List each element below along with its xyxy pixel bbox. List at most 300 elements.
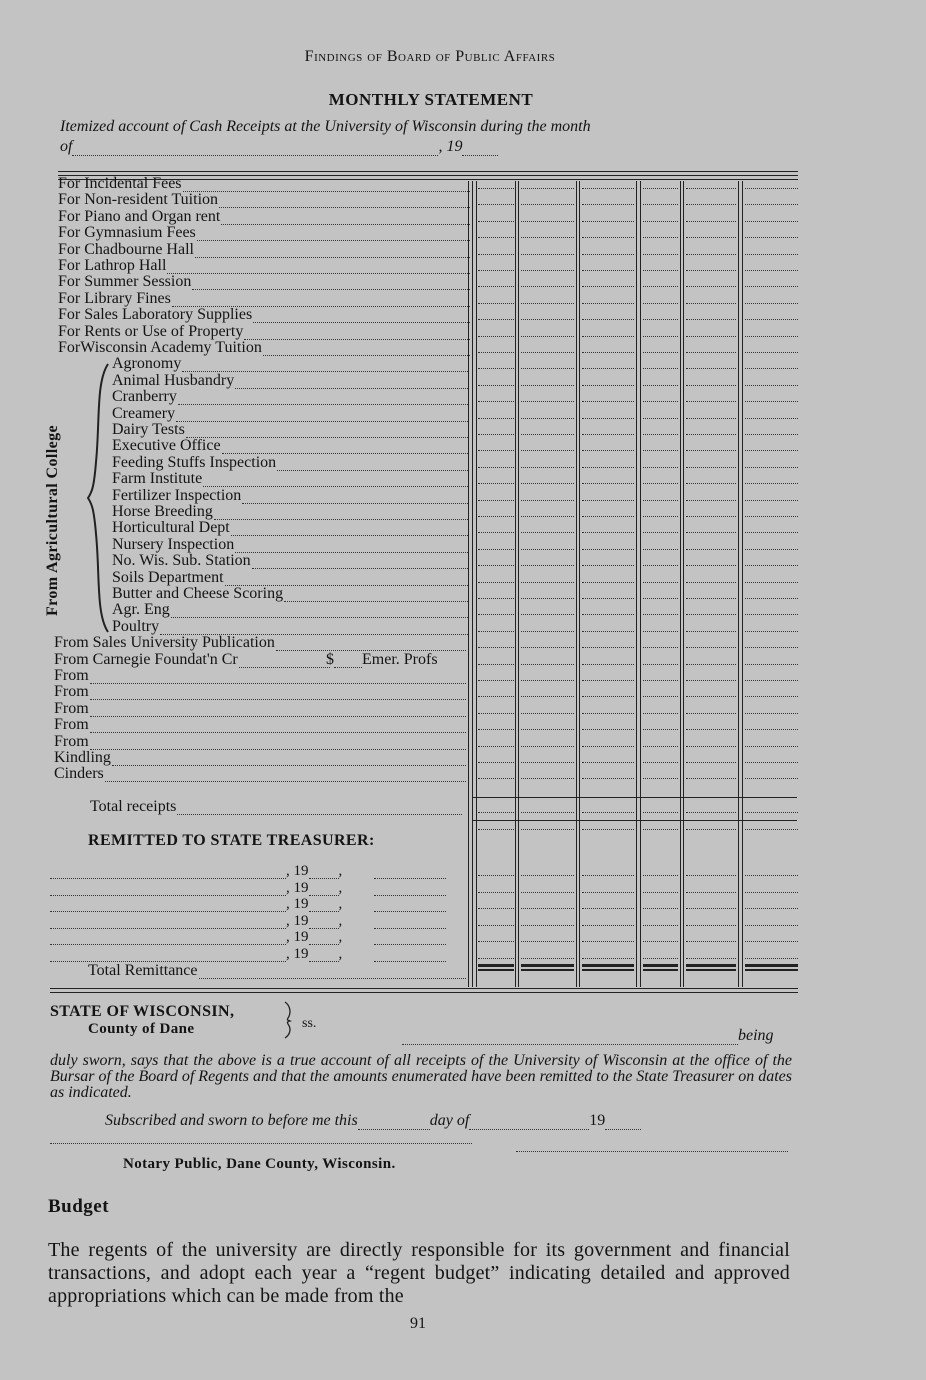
amount-cell bbox=[643, 270, 678, 271]
statement-title: MONTHLY STATEMENT bbox=[328, 90, 534, 109]
top-rule-1 bbox=[58, 171, 798, 172]
bottom-rule-2 bbox=[50, 992, 798, 993]
amount-cell bbox=[521, 631, 574, 632]
amount-cell bbox=[521, 319, 574, 320]
leader-dots bbox=[239, 656, 330, 668]
amount-cell bbox=[686, 401, 736, 402]
leader-dots bbox=[90, 688, 466, 700]
leader-dots bbox=[235, 377, 468, 389]
total-remittance-row bbox=[88, 963, 466, 979]
amount-cell bbox=[521, 532, 574, 533]
amount-cell bbox=[521, 450, 574, 451]
amount-cell bbox=[686, 532, 736, 533]
amount-cell bbox=[686, 614, 736, 615]
leader-dots bbox=[90, 672, 466, 684]
leader-dots bbox=[252, 557, 468, 569]
amount-cell bbox=[521, 565, 574, 566]
amount-cell bbox=[643, 385, 678, 386]
total-receipts-row bbox=[90, 799, 462, 815]
receipt-label: Kindling bbox=[54, 749, 111, 766]
amount-cell bbox=[643, 614, 678, 615]
amount-cell bbox=[643, 941, 678, 942]
amount-cell bbox=[478, 532, 514, 533]
amount-cell bbox=[745, 352, 798, 353]
amount-cell bbox=[478, 286, 514, 287]
amount-cell bbox=[478, 778, 514, 779]
amount-cell bbox=[582, 762, 634, 763]
leader-dots bbox=[90, 738, 466, 750]
amount-cell bbox=[478, 319, 514, 320]
amount-cell bbox=[521, 286, 574, 287]
amount-cell bbox=[521, 352, 574, 353]
amount-cell bbox=[686, 352, 736, 353]
amount-cell bbox=[478, 892, 514, 893]
receipt-label: For Summer Session bbox=[58, 273, 192, 291]
leader-dots bbox=[90, 721, 466, 733]
amount-cell bbox=[521, 500, 574, 501]
total-remittance-bar bbox=[521, 964, 574, 967]
receipt-label: For Incidental Fees bbox=[58, 175, 182, 192]
leader-dots bbox=[242, 492, 468, 504]
amount-cell bbox=[745, 729, 798, 730]
receipt-row bbox=[58, 192, 470, 208]
receipt-label: From bbox=[54, 732, 89, 750]
receipt-row bbox=[54, 717, 466, 733]
remit-comma: , bbox=[338, 929, 343, 946]
amount-cell bbox=[686, 516, 736, 517]
amount-cell bbox=[643, 729, 678, 730]
receipt-label: For Library Fines bbox=[58, 289, 171, 307]
receipt-label: ForWisconsin Academy Tuition bbox=[58, 339, 262, 356]
total-remittance-bar bbox=[582, 969, 634, 971]
amount-cell bbox=[745, 286, 798, 287]
remittance-row bbox=[50, 896, 446, 912]
amount-cell bbox=[582, 188, 634, 189]
remit-comma: , bbox=[338, 879, 343, 896]
amount-cell bbox=[521, 270, 574, 271]
leader-dots bbox=[112, 754, 466, 766]
remit-amount-blank bbox=[374, 935, 446, 945]
receipt-row bbox=[112, 438, 468, 454]
amount-cell bbox=[643, 696, 678, 697]
receipt-row bbox=[58, 340, 470, 356]
amount-cell bbox=[478, 647, 514, 648]
intro-year: , 19 bbox=[438, 138, 463, 155]
county-label: County of Dane bbox=[88, 1021, 195, 1037]
bottom-rule-1 bbox=[50, 988, 798, 989]
amount-cell bbox=[478, 875, 514, 876]
day-of-label: day of bbox=[429, 1112, 470, 1129]
amount-cell bbox=[582, 631, 634, 632]
amount-cell bbox=[745, 516, 798, 517]
amount-cell bbox=[686, 188, 736, 189]
intro-line: Itemized account of Cash Receipts at the University of Wisconsin during the month bbox=[60, 118, 591, 135]
amount-cell bbox=[521, 582, 574, 583]
amount-cell bbox=[582, 286, 634, 287]
amount-cell bbox=[643, 532, 678, 533]
amount-cell bbox=[582, 434, 634, 435]
amount-cell bbox=[478, 336, 514, 337]
receipt-row bbox=[58, 307, 470, 323]
receipt-label: For Chadbourne Hall bbox=[58, 240, 194, 258]
remit-year: , 19 bbox=[286, 929, 309, 946]
being-label: being bbox=[738, 1027, 774, 1044]
receipt-label: Executive Office bbox=[112, 437, 221, 455]
amount-cell bbox=[686, 892, 736, 893]
leader-dots bbox=[186, 426, 468, 438]
leader-dots bbox=[235, 541, 468, 553]
remit-year-blank bbox=[309, 952, 339, 962]
column-divider bbox=[742, 181, 743, 987]
leader-dots bbox=[276, 639, 466, 651]
receipt-label: Poultry bbox=[112, 617, 160, 635]
amount-cell bbox=[521, 254, 574, 255]
amount-cell bbox=[521, 237, 574, 238]
amount-cell bbox=[582, 812, 634, 813]
receipt-label: For Lathrop Hall bbox=[58, 257, 167, 274]
amount-cell bbox=[643, 598, 678, 599]
remittance-row bbox=[50, 913, 446, 929]
amount-cell bbox=[478, 941, 514, 942]
receipt-row bbox=[112, 422, 468, 438]
month-blank bbox=[469, 1120, 589, 1130]
receipt-row bbox=[54, 652, 330, 668]
total-remittance-bar bbox=[582, 964, 634, 967]
amount-cell bbox=[686, 565, 736, 566]
amount-cell bbox=[521, 664, 574, 665]
amount-cell bbox=[582, 941, 634, 942]
amount-cell bbox=[478, 729, 514, 730]
amount-cell bbox=[686, 875, 736, 876]
ss-label: ss. bbox=[302, 1016, 317, 1031]
amount-cell bbox=[686, 647, 736, 648]
amount-cell bbox=[478, 908, 514, 909]
amount-cell bbox=[521, 418, 574, 419]
leader-dots bbox=[176, 410, 468, 422]
remit-date-blank bbox=[50, 902, 286, 912]
amount-cell bbox=[521, 336, 574, 337]
amount-cell bbox=[643, 254, 678, 255]
amount-cell bbox=[582, 385, 634, 386]
ag-college-label: From Agricultural College bbox=[44, 425, 61, 616]
amount-cell bbox=[478, 418, 514, 419]
receipt-label: Feeding Stuffs Inspection bbox=[112, 453, 277, 471]
amount-cell bbox=[686, 270, 736, 271]
month-blank bbox=[72, 144, 438, 156]
amount-cell bbox=[582, 418, 634, 419]
amount-cell bbox=[582, 352, 634, 353]
amount-cell bbox=[686, 746, 736, 747]
running-head: Findings of Board of Public Affairs bbox=[304, 48, 556, 65]
receipt-label: From Carnegie Foundat'n Cr bbox=[54, 650, 238, 668]
receipt-label: Horse Breeding bbox=[112, 503, 213, 520]
amount-cell bbox=[478, 434, 514, 435]
amount-cell bbox=[686, 925, 736, 926]
amount-cell bbox=[478, 631, 514, 632]
amount-cell bbox=[521, 303, 574, 304]
amount-cell bbox=[582, 614, 634, 615]
leader-dots bbox=[195, 246, 470, 258]
amount-cell bbox=[521, 188, 574, 189]
receipt-row bbox=[54, 701, 466, 717]
remittance-row bbox=[50, 929, 446, 945]
amount-cell bbox=[478, 565, 514, 566]
receipt-row bbox=[112, 537, 468, 553]
amount-cell bbox=[745, 204, 798, 205]
amount-cell bbox=[686, 418, 736, 419]
amount-cell bbox=[521, 647, 574, 648]
amount-cell bbox=[643, 221, 678, 222]
receipt-label: Creamery bbox=[112, 404, 176, 422]
amount-cell bbox=[745, 221, 798, 222]
amount-cell bbox=[582, 254, 634, 255]
amount-cell bbox=[478, 385, 514, 386]
leader-dots bbox=[277, 459, 468, 471]
leader-dots bbox=[167, 262, 470, 274]
amount-cell bbox=[643, 746, 678, 747]
amount-cell bbox=[643, 875, 678, 876]
amount-cell bbox=[643, 549, 678, 550]
amount-cell bbox=[686, 778, 736, 779]
amount-cell bbox=[745, 614, 798, 615]
amount-cell bbox=[582, 598, 634, 599]
amount-cell bbox=[745, 778, 798, 779]
remit-amount-blank bbox=[374, 869, 446, 879]
column-divider bbox=[515, 181, 516, 987]
amount-cell bbox=[745, 401, 798, 402]
amount-cell bbox=[686, 549, 736, 550]
receipt-row bbox=[112, 373, 468, 389]
receipt-label: From bbox=[54, 667, 89, 684]
amount-cell bbox=[643, 204, 678, 205]
receipt-label: From bbox=[54, 683, 89, 701]
receipt-label: For Rents or Use of Property bbox=[58, 322, 244, 340]
amount-cell bbox=[478, 467, 514, 468]
amount-cell bbox=[582, 500, 634, 501]
receipt-row bbox=[112, 602, 468, 618]
remit-year-blank bbox=[309, 869, 339, 879]
amount-cell bbox=[582, 450, 634, 451]
amount-cell bbox=[521, 598, 574, 599]
amount-cell bbox=[745, 237, 798, 238]
remit-comma: , bbox=[338, 912, 343, 929]
amount-cell bbox=[745, 746, 798, 747]
amount-cell bbox=[643, 631, 678, 632]
receipt-row bbox=[58, 274, 470, 290]
amount-cell bbox=[686, 237, 736, 238]
amount-cell bbox=[478, 450, 514, 451]
amount-cell bbox=[745, 664, 798, 665]
year-blank bbox=[605, 1120, 641, 1130]
receipt-label: Animal Husbandry bbox=[112, 371, 235, 389]
leader-dots bbox=[219, 196, 470, 208]
amount-cell bbox=[643, 483, 678, 484]
leader-dots bbox=[183, 180, 470, 192]
amount-cell bbox=[686, 598, 736, 599]
amount-cell bbox=[745, 713, 798, 714]
leader-dots bbox=[284, 590, 468, 602]
amount-cell bbox=[745, 500, 798, 501]
amount-cell bbox=[745, 631, 798, 632]
amount-cell bbox=[745, 270, 798, 271]
leader-dots bbox=[172, 295, 470, 307]
subscribed-line bbox=[105, 1112, 641, 1130]
remittance-row bbox=[50, 863, 446, 879]
amount-cell bbox=[478, 270, 514, 271]
amount-cell bbox=[582, 746, 634, 747]
amount-cell bbox=[478, 303, 514, 304]
amount-cell bbox=[478, 696, 514, 697]
leader-dots bbox=[225, 574, 468, 586]
amount-cell bbox=[582, 516, 634, 517]
sworn-year: 19 bbox=[589, 1112, 606, 1129]
amount-cell bbox=[582, 647, 634, 648]
amount-cell bbox=[643, 762, 678, 763]
amount-cell bbox=[686, 254, 736, 255]
amount-cell bbox=[478, 352, 514, 353]
amount-cell bbox=[643, 336, 678, 337]
receipt-label: Cinders bbox=[54, 765, 104, 783]
amount-cell bbox=[478, 812, 514, 813]
remit-date-blank bbox=[50, 919, 286, 929]
amount-cell bbox=[745, 368, 798, 369]
remittance-row bbox=[50, 946, 446, 962]
receipt-row bbox=[58, 242, 470, 258]
receipt-row bbox=[112, 504, 468, 520]
amount-cell bbox=[686, 204, 736, 205]
amount-cell bbox=[745, 958, 798, 959]
remit-date-blank bbox=[50, 952, 286, 962]
leader-dots bbox=[244, 328, 470, 340]
receipt-label: For Non-resident Tuition bbox=[58, 191, 219, 209]
leader-dots bbox=[334, 656, 362, 668]
amount-cell bbox=[582, 401, 634, 402]
amount-cell bbox=[686, 762, 736, 763]
leader-dots bbox=[171, 606, 468, 618]
remit-date-blank bbox=[50, 935, 286, 945]
remit-year: , 19 bbox=[286, 879, 309, 896]
amount-cell bbox=[521, 368, 574, 369]
amount-cell bbox=[643, 450, 678, 451]
receipt-row bbox=[54, 668, 466, 684]
remit-year-blank bbox=[309, 919, 339, 929]
amount-cell bbox=[521, 762, 574, 763]
amount-cell bbox=[582, 713, 634, 714]
amount-cell bbox=[745, 908, 798, 909]
receipt-row bbox=[54, 635, 466, 651]
leader-dots bbox=[253, 311, 470, 323]
amount-cell bbox=[643, 908, 678, 909]
amount-cell bbox=[521, 221, 574, 222]
amount-cell bbox=[478, 483, 514, 484]
amount-cell bbox=[582, 664, 634, 665]
remit-year: , 19 bbox=[286, 896, 309, 913]
page-number: 91 bbox=[410, 1315, 426, 1332]
amount-cell bbox=[643, 680, 678, 681]
amount-cell bbox=[521, 483, 574, 484]
amount-cell bbox=[521, 746, 574, 747]
total-rule bbox=[472, 820, 797, 821]
column-divider bbox=[518, 181, 519, 987]
amount-cell bbox=[686, 336, 736, 337]
state-label: STATE OF WISCONSIN, bbox=[50, 1003, 235, 1020]
amount-cell bbox=[478, 237, 514, 238]
notary-label: Notary Public, Dane County, Wisconsin. bbox=[123, 1156, 396, 1172]
remit-amount-blank bbox=[374, 886, 446, 896]
amount-cell bbox=[521, 614, 574, 615]
amount-cell bbox=[686, 941, 736, 942]
amount-cell bbox=[521, 713, 574, 714]
remit-year: , 19 bbox=[286, 946, 309, 962]
remitted-heading: REMITTED TO STATE TREASURER: bbox=[88, 832, 375, 849]
leader-dots bbox=[263, 344, 470, 356]
leader-dots bbox=[214, 508, 468, 520]
receipt-label: Farm Institute bbox=[112, 470, 203, 488]
intro-of: of bbox=[60, 138, 73, 155]
leader-dots bbox=[197, 229, 470, 241]
amount-cell bbox=[582, 549, 634, 550]
amount-cell bbox=[478, 500, 514, 501]
total-remittance-label: Total Remittance bbox=[88, 962, 198, 979]
leader-dots bbox=[231, 524, 468, 536]
column-divider bbox=[476, 181, 477, 987]
amount-cell bbox=[686, 303, 736, 304]
receipt-row bbox=[54, 734, 466, 750]
amount-cell bbox=[686, 908, 736, 909]
intro-month-line bbox=[60, 138, 802, 156]
amount-cell bbox=[686, 467, 736, 468]
receipt-row bbox=[58, 258, 470, 274]
amount-cell bbox=[745, 680, 798, 681]
amount-cell bbox=[478, 598, 514, 599]
amount-cell bbox=[643, 368, 678, 369]
amount-cell bbox=[643, 352, 678, 353]
amount-cell bbox=[686, 385, 736, 386]
amount-cell bbox=[521, 680, 574, 681]
amount-cell bbox=[745, 875, 798, 876]
column-divider bbox=[738, 181, 739, 987]
amount-cell bbox=[582, 680, 634, 681]
column-divider bbox=[680, 181, 681, 987]
total-remittance-bar bbox=[643, 969, 678, 971]
amount-cell bbox=[478, 664, 514, 665]
amount-cell bbox=[478, 614, 514, 615]
amount-cell bbox=[686, 958, 736, 959]
amount-cell bbox=[478, 713, 514, 714]
total-remittance-bar bbox=[745, 969, 798, 971]
amount-cell bbox=[686, 582, 736, 583]
amount-cell bbox=[478, 549, 514, 550]
budget-heading: Budget bbox=[48, 1196, 110, 1217]
leader-dots bbox=[178, 393, 468, 405]
amount-cell bbox=[686, 680, 736, 681]
amount-cell bbox=[686, 500, 736, 501]
dollar-sign: $ bbox=[326, 650, 334, 668]
amount-cell bbox=[643, 829, 678, 830]
receipt-label: For Piano and Organ rent bbox=[58, 207, 221, 225]
amount-cell bbox=[686, 221, 736, 222]
receipt-label: From bbox=[54, 699, 89, 717]
amount-cell bbox=[643, 565, 678, 566]
amount-cell bbox=[643, 713, 678, 714]
remit-amount-blank bbox=[374, 952, 446, 962]
amount-cell bbox=[686, 812, 736, 813]
amount-cell bbox=[478, 829, 514, 830]
amount-cell bbox=[582, 829, 634, 830]
amount-cell bbox=[745, 892, 798, 893]
receipt-label: For Gymnasium Fees bbox=[58, 224, 196, 242]
amount-cell bbox=[643, 925, 678, 926]
